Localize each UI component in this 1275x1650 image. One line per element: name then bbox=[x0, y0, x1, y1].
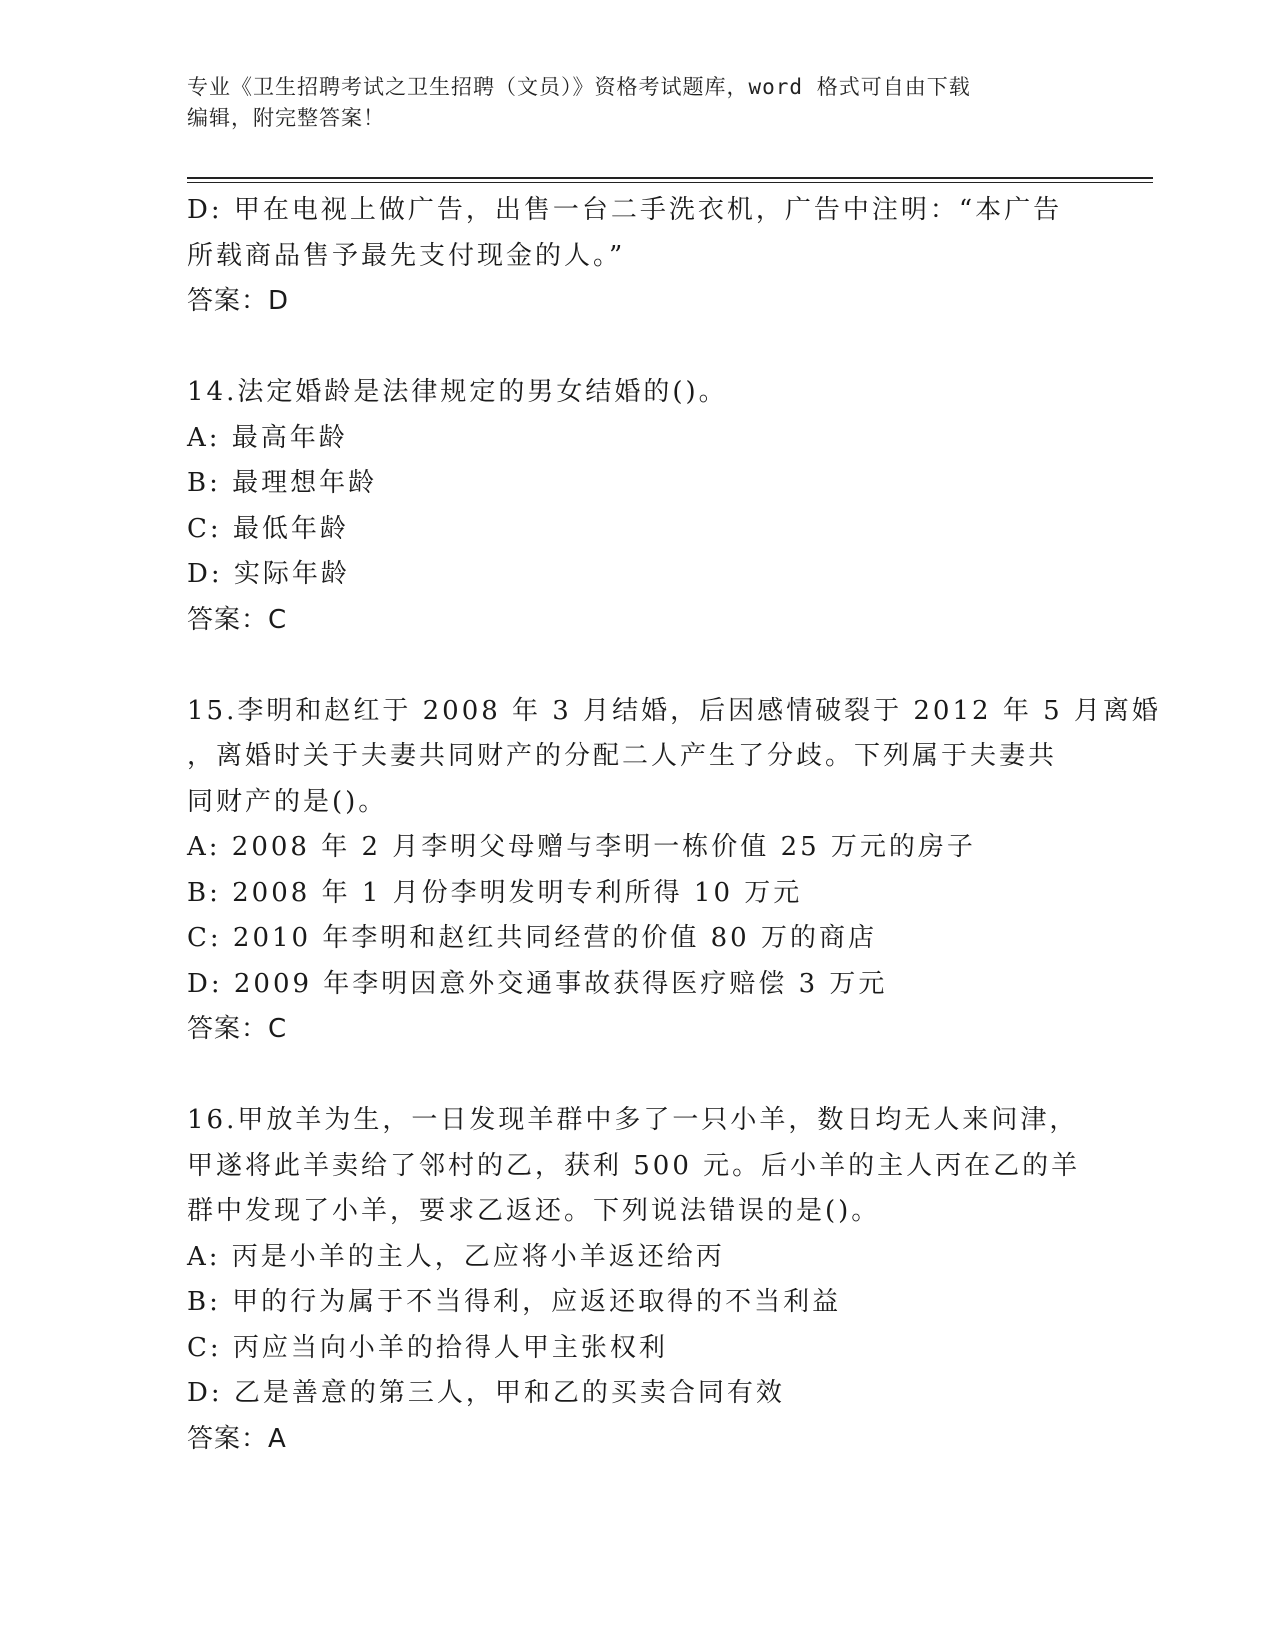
option-c: C: 丙应当向小羊的拾得人甲主张权利 bbox=[187, 1332, 668, 1363]
question-stem-line-2: ，离婚时关于夫妻共同财产的分配二人产生了分歧。下列属于夫妻共 bbox=[187, 741, 1058, 771]
option-d: D: 乙是善意的第三人，甲和乙的买卖合同有效 bbox=[187, 1378, 785, 1408]
answer-line: 答案：D bbox=[187, 286, 290, 316]
option-b: B: 最理想年龄 bbox=[187, 468, 378, 498]
question-13-tail bbox=[187, 188, 1087, 325]
option-c: C: 2010 年李明和赵红共同经营的价值 80 万的商店 bbox=[187, 923, 877, 953]
option-c: C: 最低年龄 bbox=[187, 513, 349, 544]
spacer bbox=[187, 1053, 1087, 1099]
option-d-line-2: 所载商品售予最先支付现金的人。” bbox=[187, 240, 626, 271]
question-stem-line-1: 15.李明和赵红于 2008 年 3 月结婚，后因感情破裂于 2012 年 5 月离婚 bbox=[187, 695, 1161, 726]
spacer bbox=[187, 643, 1087, 689]
header-line-2: 编辑，附完整答案！ bbox=[187, 106, 385, 130]
question-15 bbox=[187, 689, 1161, 1053]
option-a: A: 丙是小羊的主人，乙应将小羊返还给丙 bbox=[187, 1241, 725, 1272]
option-b: B: 2008 年 1 月份李明发明专利所得 10 万元 bbox=[187, 877, 803, 908]
spacer bbox=[187, 325, 1087, 371]
header-line-1: 专业《卫生招聘考试之卫生招聘（文员）》资格考试题库，word 格式可自由下载 bbox=[187, 75, 971, 99]
question-14 bbox=[187, 370, 1087, 643]
question-list bbox=[187, 188, 1161, 1462]
document-header bbox=[187, 72, 1067, 134]
question-stem: 14.法定婚龄是法律规定的男女结婚的()。 bbox=[187, 377, 728, 407]
header-divider-thick bbox=[187, 177, 1153, 179]
option-a: A: 最高年龄 bbox=[187, 422, 348, 453]
option-d: D: 实际年龄 bbox=[187, 559, 350, 589]
answer-line: 答案：A bbox=[187, 1423, 287, 1454]
question-stem-line-3: 群中发现了小羊，要求乙返还。下列说法错误的是()。 bbox=[187, 1196, 881, 1226]
question-stem-line-2: 甲遂将此羊卖给了邻村的乙，获利 500 元。后小羊的主人丙在乙的羊 bbox=[187, 1150, 1081, 1181]
question-stem-line-3: 同财产的是()。 bbox=[187, 786, 388, 817]
question-16 bbox=[187, 1098, 1087, 1462]
option-d-line-1: D: 甲在电视上做广告，出售一台二手洗衣机，广告中注明：“本广告 bbox=[187, 195, 1063, 225]
option-b: B: 甲的行为属于不当得利，应返还取得的不当利益 bbox=[187, 1287, 842, 1317]
option-a: A: 2008 年 2 月李明父母赠与李明一栋价值 25 万元的房子 bbox=[187, 832, 976, 862]
question-stem-line-1: 16.甲放羊为生，一日发现羊群中多了一只小羊，数日均无人来问津， bbox=[187, 1105, 1079, 1135]
answer-line: 答案：C bbox=[187, 604, 288, 635]
option-d: D: 2009 年李明因意外交通事故获得医疗赔偿 3 万元 bbox=[187, 968, 888, 999]
answer-line: 答案：C bbox=[187, 1014, 288, 1044]
header-divider-thin bbox=[187, 182, 1153, 183]
